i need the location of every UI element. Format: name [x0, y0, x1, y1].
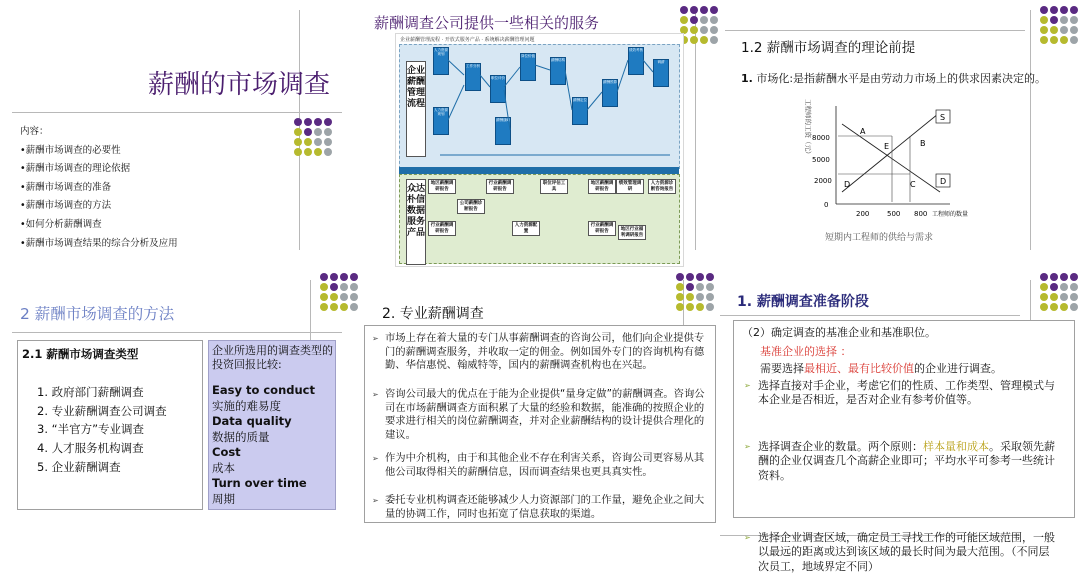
bullet-arrow-icon: ➢ [744, 533, 751, 543]
ornament-dot [314, 128, 322, 136]
slide3-title: 1.2 薪酬市场调查的理论前提 [741, 40, 916, 56]
ornament-dot [676, 303, 684, 311]
bullet-arrow-icon: ➢ [372, 496, 379, 505]
roi-criterion: Data quality [212, 414, 292, 428]
ornament-dot [1040, 283, 1048, 291]
professional-survey-box [364, 325, 716, 523]
flow-box: 岗位价值 [520, 53, 536, 81]
ornament-dot [1060, 273, 1068, 281]
ornament-dot [320, 283, 328, 291]
ornament-dot [700, 6, 708, 14]
ornament-dot [1040, 26, 1048, 34]
roi-criterion: 实施的难易度 [212, 398, 281, 413]
ornament-dot [330, 303, 338, 311]
flow-product-box: 职位评估工具 [540, 179, 568, 194]
graph-xtick: 800 [914, 210, 928, 218]
ornament-dot [690, 16, 698, 24]
ornament-dot [1070, 283, 1078, 291]
flow-product-box: 地区薪酬调研报告 [588, 179, 616, 194]
roi-criterion: Cost [212, 445, 241, 459]
ornament-dot [676, 283, 684, 291]
roi-panel-title: 企业所选用的调查类型的投资回报比较: [212, 344, 333, 371]
survey-types-heading: 2.1 薪酬市场调查类型 [22, 347, 139, 361]
flow-box: 工作分析 [465, 63, 481, 91]
flow-product-box: 人力资源诊断咨询报告 [648, 179, 676, 194]
point-number: 1. [741, 72, 753, 85]
ornament-dot [700, 16, 708, 24]
ornament-dot [1040, 293, 1048, 301]
prep-line: 需要选择最相近、最有比较价值的企业进行调查。 [760, 362, 1002, 375]
ornament-dot [706, 283, 714, 291]
slide1-contents [20, 123, 178, 253]
bullet-arrow-icon: ➢ [744, 381, 751, 390]
graph-ylabel: 工程师的工资（元） [804, 99, 812, 158]
ornament-dot [680, 6, 688, 14]
dot-ornament [676, 273, 714, 311]
ornament-dot [314, 118, 322, 126]
paragraph: ➢ 作为中介机构，由于和其他企业不存在利害关系，咨询公司更容易从其他公司取得相关的薪酬信息，因而调查结果也更具真实性。 [372, 452, 705, 478]
flow-product-box: 行业薪酬调研报告 [588, 221, 616, 236]
ornament-dot [320, 293, 328, 301]
ornament-dot [324, 128, 332, 136]
graph-point-label: B [920, 139, 926, 148]
ornament-dot [710, 26, 718, 34]
paragraph: ➢ 市场上存在着大量的专门从事薪酬调查的咨询公司，他们向企业提供专门的薪酬调查服务，并收取一定的佣金。例如国外专门的咨询机构有德勤、华信惠悦、翰威特等，国内的薪酬调查机构也在兴起。 [372, 332, 705, 372]
graph-point-label: D [940, 177, 947, 186]
flow-box: 薪酬结构 [550, 57, 566, 85]
flow-product-box: 地区行业福利调研报告 [618, 225, 646, 240]
ornament-dot [304, 118, 312, 126]
graph-point-label: C [910, 180, 916, 189]
roi-criterion: 周期 [212, 491, 235, 506]
ornament-dot [324, 118, 332, 126]
ornament-dot [1070, 273, 1078, 281]
dot-ornament [1040, 6, 1078, 44]
dot-ornament [294, 118, 332, 156]
ornament-dot [320, 273, 328, 281]
point-text: 市场化:是指薪酬水平是由劳动力市场上的供求因素决定的。 [756, 72, 1047, 85]
flow-box: 职位评价 [490, 75, 506, 103]
roi-criterion: Easy to conduct [212, 383, 316, 397]
slide3-point [741, 71, 1061, 86]
ornament-dot [314, 148, 322, 156]
ornament-dot [1050, 283, 1058, 291]
ornament-dot [700, 26, 708, 34]
bullet-arrow-icon: ➢ [372, 454, 379, 463]
graph-ytick: 0 [824, 201, 829, 209]
contents-label: 内容： [20, 126, 49, 137]
flow-product-box: 行业薪酬调研报告 [486, 179, 514, 194]
graph-xtick: 500 [887, 210, 901, 218]
survey-type-item: 3. “半官方”专业调查 [37, 422, 145, 437]
ornament-dot [1050, 273, 1058, 281]
divider-line [720, 315, 1020, 316]
ornament-dot [350, 273, 358, 281]
ornament-dot [340, 283, 348, 291]
ornament-dot [690, 36, 698, 44]
bullet-arrow-icon: ➢ [372, 390, 379, 399]
ornament-dot [1070, 16, 1078, 24]
ornament-dot [706, 303, 714, 311]
graph-ytick: 2000 [814, 177, 832, 185]
bullet-arrow-icon: ➢ [372, 334, 379, 343]
survey-types-box [17, 340, 203, 510]
slide4-title: 2 薪酬市场调查的方法 [20, 305, 175, 323]
divider-line [1030, 10, 1031, 250]
prep-bullet: ➢ 选择企业调查区域，确定员工寻找工作的可能区域范围，一般以最远的距离或达到该区域的最长时间为最大范围。（不同层次员工，地域界定不同） [744, 531, 1055, 573]
bullet-arrow-icon: ➢ [744, 441, 751, 451]
ornament-dot [294, 128, 302, 136]
ornament-dot [304, 138, 312, 146]
flow-product-box: 公司薪酬诊断报告 [457, 199, 485, 214]
ornament-dot [314, 138, 322, 146]
divider-line [725, 30, 1025, 31]
graph-ytick: 5000 [812, 156, 830, 164]
survey-type-item: 2. 专业薪酬调查公司调查 [37, 403, 167, 418]
contents-item: •薪酬市场调查的必要性 [20, 144, 121, 156]
survey-type-item: 1. 政府部门薪酬调查 [37, 385, 144, 399]
graph-xlabel: 工程师的数量 [932, 211, 969, 218]
flow-box: 人力资源规划 [433, 107, 449, 135]
ornament-dot [696, 273, 704, 281]
prep-bullet: ➢ 选择直接对手企业，考虑它们的性质、工作类型、管理模式与本企业是否相近，是否对企业有参考价值等。 [744, 379, 1055, 407]
slide2-title: 薪酬调查公司提供一些相关的服务 [374, 14, 600, 32]
contents-item: •薪酬市场调查的准备 [20, 181, 112, 193]
ornament-dot [294, 138, 302, 146]
prep-label: 基准企业的选择 ： [760, 345, 852, 358]
flow-bottom-region [399, 174, 680, 264]
divider-line [12, 112, 342, 113]
ornament-dot [676, 293, 684, 301]
ornament-dot [330, 273, 338, 281]
ornament-dot [710, 16, 718, 24]
graph-point-label: S [940, 113, 946, 122]
flow-box: 薪酬定位 [572, 97, 588, 125]
ornament-dot [1050, 303, 1058, 311]
ornament-dot [294, 118, 302, 126]
slide1-title: 薪酬的市场调查 [148, 70, 331, 100]
slide6-title: 1. 薪酬调查准备阶段 [737, 294, 869, 310]
flow-product-box: 地区薪酬调研报告 [428, 179, 456, 194]
ornament-dot [1060, 303, 1068, 311]
survey-types-list [37, 383, 167, 477]
survey-type-item: 4. 人才服务机构调查 [37, 441, 144, 456]
ornament-dot [1070, 36, 1078, 44]
dot-ornament [1040, 273, 1078, 311]
ornament-dot [700, 36, 708, 44]
ornament-dot [330, 283, 338, 291]
ornament-dot [350, 283, 358, 291]
ornament-dot [304, 148, 312, 156]
flow-top-header: 企业薪酬管理流程 [406, 61, 426, 157]
service-flow-diagram [395, 33, 684, 267]
ornament-dot [1050, 26, 1058, 34]
ornament-dot [1050, 293, 1058, 301]
divider-line [695, 10, 696, 250]
ornament-dot [350, 293, 358, 301]
dot-ornament [680, 6, 718, 44]
ornament-dot [1060, 283, 1068, 291]
flow-product-box: 行业薪酬调研报告 [428, 221, 456, 236]
flow-divider-bar [399, 167, 679, 174]
ornament-dot [1060, 6, 1068, 14]
contents-item: •薪酬市场调查的方法 [20, 200, 112, 212]
roi-criteria-list [212, 383, 315, 507]
ornament-dot [690, 6, 698, 14]
ornament-dot [686, 273, 694, 281]
ornament-dot [330, 293, 338, 301]
ornament-dot [1060, 16, 1068, 24]
slide5-title: 2. 专业薪酬调查 [382, 306, 484, 322]
preparation-box [733, 320, 1075, 573]
ornament-dot [324, 138, 332, 146]
ornament-dot [706, 293, 714, 301]
ornament-dot [304, 128, 312, 136]
contents-item: •如何分析薪酬调查 [20, 218, 102, 230]
paragraph: ➢ 咨询公司最大的优点在于能为企业提供“量身定做”的薪酬调查。咨询公司在市场薪酬调查方面积累了大量的经验和数据，能准确的按照企业的要求进行相关的岗位薪酬调查，并对企业薪酬结构的设计提供合理化的建议。 [372, 388, 705, 441]
flow-box: 薪酬战略 [495, 117, 511, 145]
supply-demand-graph [800, 96, 990, 226]
roi-criterion: 数据的质量 [212, 429, 270, 444]
ornament-dot [324, 148, 332, 156]
ornament-dot [1040, 273, 1048, 281]
contents-item: •薪酬市场调查的理论依据 [20, 163, 131, 175]
roi-criterion: Turn over time [212, 476, 307, 490]
ornament-dot [710, 6, 718, 14]
flow-top-region [399, 44, 680, 169]
ornament-dot [686, 303, 694, 311]
ornament-dot [340, 303, 348, 311]
flow-arrows [400, 45, 679, 168]
paragraph: ➢ 委托专业机构调查还能够减少人力资源部门的工作量，避免企业之间大量的协调工作，同时也拓宽了信息获取的渠道。 [372, 494, 705, 520]
ornament-dot [294, 148, 302, 156]
contents-item: •薪酬市场调查结果的综合分析及应用 [20, 237, 178, 249]
graph-point-label: D [844, 180, 851, 189]
flow-box: 绩效考核 [628, 47, 644, 75]
flow-box: 调薪 [653, 59, 669, 87]
ornament-dot [1060, 36, 1068, 44]
roi-criterion: 成本 [212, 460, 235, 475]
survey-type-item: 5. 企业薪酬调查 [37, 459, 121, 474]
flow-box: 薪酬预算 [602, 79, 618, 107]
ornament-dot [710, 36, 718, 44]
divider-line [12, 332, 342, 333]
graph-caption: 短期内工程师的供给与需求 [825, 233, 934, 243]
ornament-dot [1050, 36, 1058, 44]
prep-subtitle: （2）确定调查的基准企业和基准职位。 [742, 326, 936, 339]
ornament-dot [676, 273, 684, 281]
ornament-dot [690, 26, 698, 34]
ornament-dot [686, 293, 694, 301]
ornament-dot [1070, 303, 1078, 311]
graph-point-label: A [860, 127, 866, 136]
ornament-dot [320, 303, 328, 311]
ornament-dot [706, 273, 714, 281]
flow-bottom-header: 众达朴信数据服务产品 [406, 179, 426, 265]
ornament-dot [1040, 36, 1048, 44]
ornament-dot [1050, 6, 1058, 14]
flow-box: 人力资源规划 [433, 47, 449, 75]
ornament-dot [340, 273, 348, 281]
ornament-dot [1050, 16, 1058, 24]
ornament-dot [680, 16, 688, 24]
flow-caption: 企业薪酬管理流程 · 开放式服务产品 · 系统解决薪酬管理问题 [400, 37, 535, 43]
ornament-dot [696, 293, 704, 301]
ornament-dot [1070, 6, 1078, 14]
ornament-dot [1040, 6, 1048, 14]
dot-ornament [320, 273, 358, 311]
ornament-dot [350, 303, 358, 311]
flow-product-box: 绩效管理调研 [616, 179, 644, 194]
ornament-dot [696, 303, 704, 311]
graph-xtick: 200 [856, 210, 870, 218]
ornament-dot [1040, 16, 1048, 24]
ornament-dot [1040, 303, 1048, 311]
flow-product-box: 人力资源配置 [512, 221, 540, 236]
graph-ytick: 8000 [812, 134, 830, 142]
ornament-dot [1070, 293, 1078, 301]
roi-comparison-panel [208, 340, 336, 510]
ornament-dot [340, 293, 348, 301]
prep-bullet: ➢ 选择调查企业的数量。两个原则：样本量和成本。采取领先薪酬的企业仅调查几个高薪企业即可；平均水平可参考一些统计资料。 [744, 439, 1055, 482]
ornament-dot [686, 283, 694, 291]
ornament-dot [1060, 26, 1068, 34]
graph-point-label: E [884, 142, 890, 151]
ornament-dot [1070, 26, 1078, 34]
ornament-dot [1060, 293, 1068, 301]
ornament-dot [696, 283, 704, 291]
